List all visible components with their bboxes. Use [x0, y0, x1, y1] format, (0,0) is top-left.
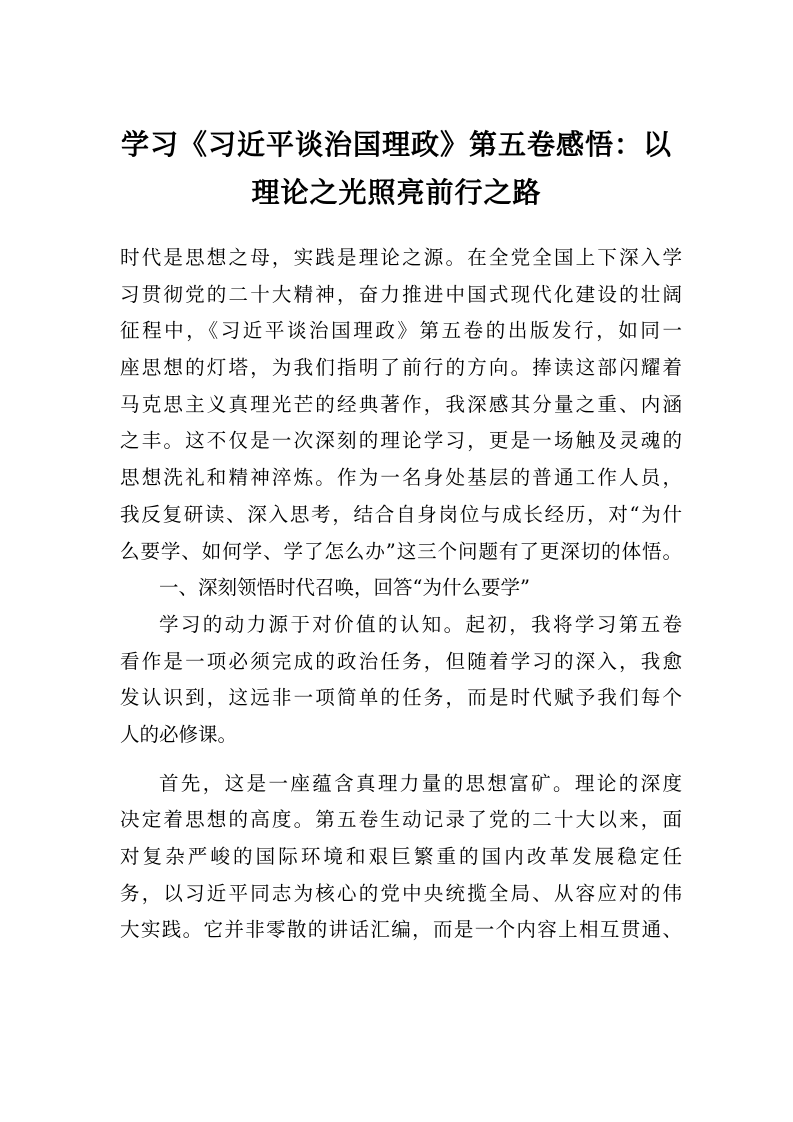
text-line: 决定着思想的高度。第五卷生动记录了党的二十大以来，面	[120, 808, 682, 832]
document-body	[120, 240, 682, 949]
text-line: 首先，这是一座蕴含真理力量的思想富矿。理论的深度	[159, 771, 682, 795]
title-line-1: 学习《习近平谈治国理政》第五卷感悟：以	[120, 128, 672, 161]
text-line: 我反复研读、深入思考，结合自身岗位与成长经历，对“为什	[120, 502, 682, 526]
document-title	[100, 121, 693, 217]
paragraph-1	[120, 240, 682, 570]
text-line: 对复杂严峻的国际环境和艰巨繁重的国内改革发展稳定任	[120, 845, 682, 868]
paragraph-3	[120, 766, 682, 949]
text-line: 么要学、如何学、学了怎么办”这三个问题有了更深切的体悟。	[120, 539, 682, 563]
text-line: 马克思主义真理光芒的经典著作，我深感其分量之重、内涵	[120, 392, 682, 416]
title-line-2: 理论之光照亮前行之路	[251, 176, 542, 209]
text-line: 思想洗礼和精神淬炼。作为一名身处基层的普通工作人员，	[120, 466, 682, 490]
text-line: 之丰。这不仅是一次深刻的理论学习，更是一场触及灵魂的	[120, 429, 682, 453]
text-line: 人的必修课。	[120, 722, 238, 746]
section-heading-1: 一、深刻领悟时代召唤，回答“为什么要学”	[159, 576, 530, 600]
paragraph-gap	[120, 754, 682, 766]
text-line: 习贯彻党的二十大精神，奋力推进中国式现代化建设的壮阔	[120, 282, 682, 306]
text-line: 时代是思想之母，实践是理论之源。在全党全国上下深入学	[120, 246, 682, 269]
text-line: 务，以习近平同志为核心的党中央统揽全局、从容应对的伟	[120, 881, 682, 905]
paragraph-2	[120, 607, 682, 754]
text-line: 征程中，《习近平谈治国理政》第五卷的出版发行，如同一	[120, 319, 682, 343]
text-line: 大实践。它并非零散的讲话汇编，而是一个内容上相互贯通、	[120, 918, 682, 942]
text-line: 发认识到，这远非一项简单的任务，而是时代赋予我们每个	[120, 686, 682, 710]
text-line: 座思想的灯塔，为我们指明了前行的方向。捧读这部闪耀着	[120, 356, 682, 380]
text-line: 学习的动力源于对价值的认知。起初，我将学习第五卷	[159, 612, 682, 636]
text-line: 看作是一项必须完成的政治任务，但随着学习的深入，我愈	[120, 649, 682, 673]
